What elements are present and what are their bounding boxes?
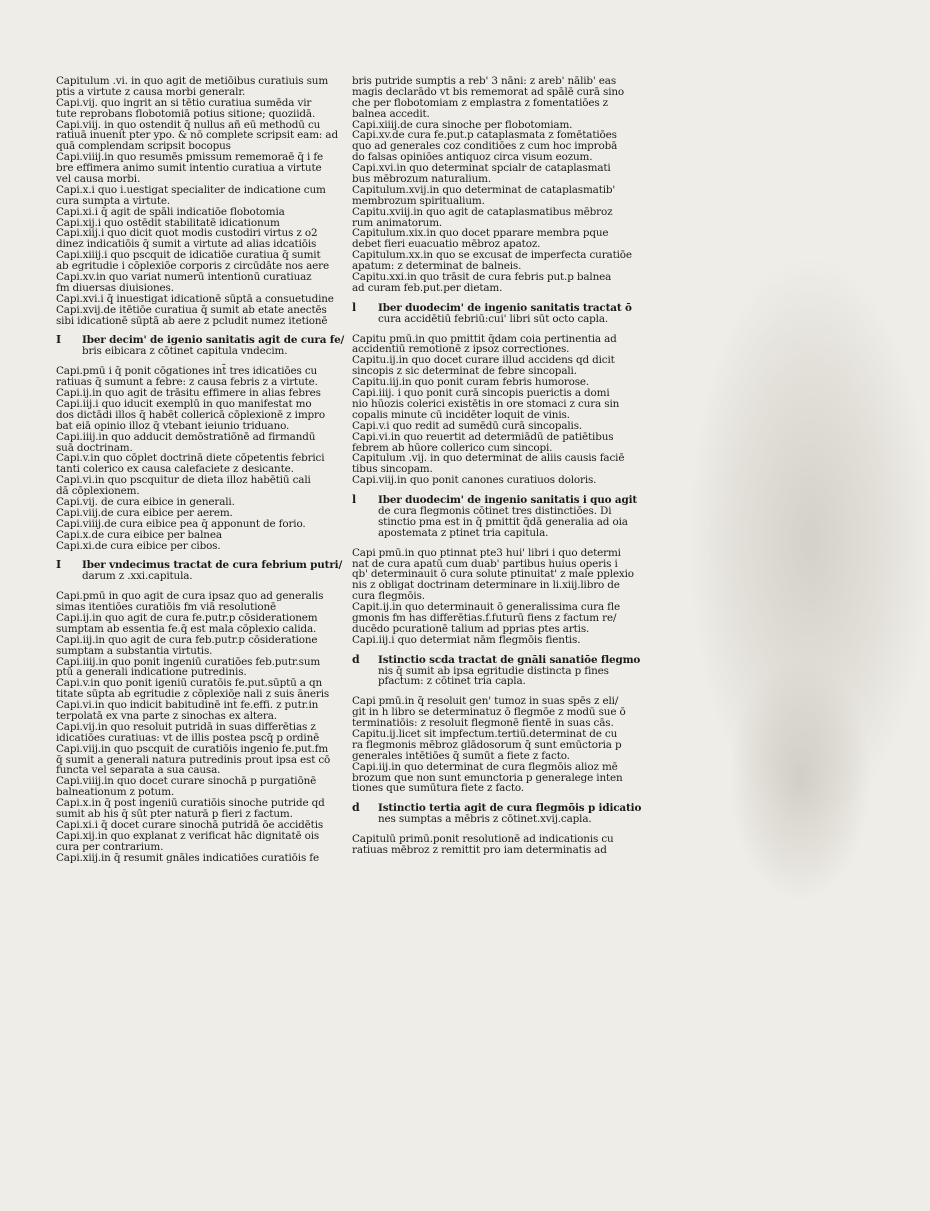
- guide-letter: l: [352, 493, 357, 507]
- text-line: Capi.iij.i quo iducit exemplū in quo manifestat mo: [56, 397, 312, 410]
- heading-line: Istinctio tertia agit de cura flegmōis p idicatio: [378, 802, 642, 815]
- text-line: Capi.ij.in quo agit de cura fe.putr.p cōsiderationem: [56, 611, 318, 624]
- text-line: Capi.xv.de cura fe.put.p cataplasmata z fomētatiōes: [352, 129, 617, 142]
- text-line: Capitu.xviij.in quo agit de cataplasmatibus mēbroz: [352, 205, 613, 218]
- text-line: Capi.viij.in quo ponit canones curatiuos doloris.: [352, 474, 597, 487]
- water-stain: [730, 660, 870, 900]
- text-line: Capi.xi.i q̄ agit de spāli indicatiōe flobotomia: [56, 205, 285, 218]
- right-text-column: [352, 75, 642, 856]
- text-line: Capitu.iij.in quo ponit curam febris humorose.: [352, 376, 590, 389]
- text-line: Capi.iiij.in quo adducit demōstratiōnē ad firmandū: [56, 430, 316, 443]
- text-line: balneationum z potum.: [56, 786, 175, 799]
- text-line: Capitulum.xix.in quo docet pparare membra pque: [352, 227, 609, 240]
- heading-line: nis q̄ sumit ab ipsa egritudie distincta p fines: [378, 664, 609, 677]
- text-line: Capi.vij.in quo resoluit putridā in suas differētias z: [56, 720, 316, 733]
- book-heading: [352, 493, 638, 539]
- text-line: balnea accedit.: [352, 107, 430, 120]
- text-line: Capi.x.in q̄ post ingeniū curatiōis sinoche putride qd: [56, 797, 325, 810]
- text-line: Capi.xvij.de itētiōe curatiua q̄ sumit ab etate anectēs: [56, 303, 327, 316]
- text-line: tibus sincopam.: [352, 463, 433, 476]
- heading-line: Iber duodecim' de ingenio sanitatis i quo agit: [378, 494, 638, 507]
- text-line: ratiuas mēbroz z remittit pro iam determinatis ad: [352, 844, 607, 856]
- text-line: quo ad generales coz conditiōes z cum hoc improbā: [352, 140, 618, 153]
- text-line: terminatiōis: z resoluit flegmonē fientē in suas cās.: [352, 717, 614, 730]
- text-line: Capi.v.in quo ponit igeniū curatōis fe.put.sūptū a qn: [56, 677, 323, 690]
- text-line: Capi.vi.in quo pscquitur de dieta illoz habētiū cali: [56, 474, 311, 487]
- text-line: Capi.xi.i q̄ docet curare sinochā putridā ōe accidētis: [56, 818, 324, 831]
- text-line: ptū a generali indicatione putredinis.: [56, 666, 247, 679]
- heading-line: Istinctio scda tractat de gnāli sanatiōe flegmo: [378, 653, 641, 666]
- text-line: bat eiā opinio illoz q̄ vtebant ieiunio triduano.: [56, 419, 290, 432]
- text-line: vel causa morbi.: [56, 173, 141, 186]
- text-line: ratiuā inuenit pter ypo. & nō complete scripsit eam: ad: [56, 129, 338, 142]
- text-line: Capi.iiij. i quo ponit curā sincopis puerictis a domi: [352, 387, 610, 400]
- text-line: Capi.viij. in quo ostendit q̄ nullus añ eū methodū cu: [56, 118, 321, 131]
- heading-line: stinctio pma est in q̄ pmittit q̄dā generalia ad oia: [378, 515, 628, 528]
- heading-line: bris eibicara z cōtinet capitula vndecim.: [82, 345, 288, 358]
- guide-letter: l: [352, 300, 357, 314]
- text-line: suā doctrinam.: [56, 441, 133, 454]
- heading-line: de cura flegmonis cōtinet tres distinctiōes. Di: [378, 504, 612, 517]
- text-line: Capi.vi.in quo indicit babitudinē int̄ fe.effi. z putr.in: [56, 699, 319, 712]
- text-line: Capi.xiiij.de cura sinoche per flobotomiam.: [352, 118, 573, 131]
- text-line: Capi.xvi.i q̄ inuestigat idicationē sūptā a consuetudine: [56, 292, 334, 305]
- text-line: Capi.xvi.in quo determinat spcialr de cataplasmati: [352, 162, 611, 175]
- text-line: ab egritudie i cōplexiōe corporis z circūdāte nos aere: [56, 260, 329, 273]
- text-line: Capi.iiij.in quo ponit ingeniū curatiōes feb.putr.sum: [56, 655, 321, 668]
- text-line: Capi pmū.in quo ptinnat pte3 hui' libri i quo determi: [352, 546, 621, 559]
- text-line: titate sūpta ab egritudie z cōplexiōe nali z suis āneris: [56, 688, 330, 701]
- text-line: idicatiōes curatiuas: vt de illis postea pscq̄ p ordinē: [56, 731, 320, 744]
- text-line: Capi.iij.in quo agit de cura feb.putr.p cōsideratione: [56, 633, 318, 646]
- text-line: Capi pmū.in q̄ resoluit gen' tumoz in suas spēs z eli/: [352, 695, 619, 708]
- text-line: Capit.ij.in quo determinauit ō generalissima cura fle: [352, 601, 621, 614]
- heading-line: cura accidētiū febriū:cui' libri sūt octo capla.: [378, 312, 609, 325]
- text-line: Capi.iij.in quo determinat de cura flegmōis alioz mē: [352, 760, 618, 773]
- book-heading: [352, 300, 632, 325]
- text-line: rum animatorum.: [352, 216, 443, 229]
- text-line: Capi.pmū i q̄ ponit cōgationes int̄ tres idicatiōes cu: [56, 365, 318, 378]
- text-line: cura per contrarium.: [56, 840, 164, 853]
- text-line: ptis a virtute z causa morbi generalr.: [56, 85, 246, 98]
- text-line: copalis minute cū incidēter loquit de vinis.: [352, 408, 570, 421]
- text-line: Capi.iij.i quo determiat nām flegmōis fientis.: [352, 633, 581, 646]
- text-line: Capi.pmū in quo agit de cura ipsaz quo ad generalis: [56, 590, 324, 603]
- guide-letter: I: [56, 558, 61, 572]
- text-line: quā complendam scripsit bocopus: [56, 140, 231, 153]
- text-line: do falsas opiniōes antiquoz circa visum eozum.: [352, 151, 593, 164]
- text-line: febrem ab hūore collerico cum sincopi.: [352, 441, 553, 454]
- text-line: Capitulum.xvij.in quo determinat de cataplasmatib': [352, 183, 616, 196]
- text-line: Capi.viij.in quo pscquit de curatiōis ingenio fe.put.fm: [56, 742, 329, 755]
- text-line: Capi.xiiij.i quo pscquit de idicatiōe curatiua q̄ sumit: [56, 249, 321, 262]
- text-line: Capitulū primū.ponit resolutionē ad indicationis cu: [352, 833, 614, 846]
- text-line: brozum que non sunt emunctoria p generalege inten: [352, 771, 623, 784]
- text-line: sincopis z sic determinat de febre sincopali.: [352, 365, 577, 378]
- text-line: Capi.xij.i quo ostēdit stabilitatē idicationum: [56, 216, 280, 229]
- text-line: sumptam ab essentia fe.q̄ est mala cōplexio calida.: [56, 622, 317, 635]
- text-line: Capitu.xxi.in quo trāsit de cura febris put.p balnea: [352, 271, 612, 284]
- text-line: Capi.xiij.i quo dicit quot modis custodiri virtus z o2: [56, 227, 318, 240]
- text-line: Capitulum.xx.in quo se excusat de imperfecta curatiōe: [352, 249, 632, 262]
- text-line: cura flegmōis.: [352, 590, 425, 603]
- book-heading: [352, 652, 641, 688]
- text-line: Capi.viiij.in quo docet curare sinochā p purgatiōnē: [56, 775, 317, 788]
- heading-line: apostemata z ptinet tria capitula.: [378, 526, 549, 539]
- text-line: dinez indicatiōis q̄ sumit a virtute ad alias idcatiōis: [56, 238, 317, 251]
- book-heading: [56, 558, 343, 583]
- text-line: Capi.xi.de cura eibice per cibos.: [56, 539, 221, 552]
- text-line: ducēdo pcurationē talium ad pprias ptes artis.: [352, 622, 590, 635]
- heading-line: Iber duodecim' de ingenio sanitatis tractat ō: [378, 301, 632, 314]
- text-line: bre effimera animo sumit intentio curatiua a virtute: [56, 162, 322, 175]
- text-line: Capi.ij.in quo agit de trāsitu effimere in alias febres: [56, 387, 321, 400]
- text-line: magis declarādo vt bis rememorat ad spālē curā sino: [352, 85, 625, 98]
- text-line: fm diuersas diuisiones.: [56, 281, 174, 294]
- heading-line: darum z .xxi.capitula.: [82, 570, 193, 583]
- text-line: Capi.v.i quo redit ad sumēdū curā sincopalis.: [352, 419, 583, 432]
- text-line: sumit ab his q̄ sūt pter naturā p fieri z factum.: [56, 808, 293, 820]
- text-line: Capi.vij. quo ingrit an si tētio curatiua sumēda vir: [56, 96, 312, 109]
- guide-letter: d: [352, 801, 360, 815]
- text-line: qb' determinauit ō cura solute ptinuitat' z male pplexio: [352, 568, 634, 581]
- text-line: dā cōplexionem.: [56, 485, 140, 498]
- text-line: Capitulum .vij. in quo determinat de aliis causis faciē: [352, 452, 625, 465]
- text-line: nio hūozis colerici existētis in ore stomaci z cura sin: [352, 397, 620, 410]
- text-line: Capitu.ij.licet sit impfectum.tertiū.determinat de cu: [352, 727, 618, 740]
- text-line: Capi.x.de cura eibice per balnea: [56, 528, 222, 541]
- heading-line: pfactum: z cōtinet tria capla.: [378, 675, 526, 688]
- text-line: membrozum spiritualium.: [352, 194, 485, 207]
- book-heading: [56, 333, 345, 358]
- text-line: dos dictādi illos q̄ habēt collericā cōplexionē z impro: [56, 408, 325, 421]
- text-line: q̄ sumit a generali natura putredinis prout ipsa est cō: [56, 753, 331, 766]
- text-line: accidentiū remotionē z ipsoz correctiones.: [352, 343, 570, 356]
- text-line: Capi.viiij.de cura eibice pea q̄ apponunt de forio.: [56, 517, 306, 530]
- text-line: Capi.vi.in quo reuertit ad determiādū de patiētibus: [352, 430, 614, 443]
- text-line: Capi.viij.de cura eibice per aerem.: [56, 506, 233, 519]
- text-line: sibi idicationē sūptā ab aere z pcludit numez itetionē: [56, 314, 328, 327]
- guide-letter: I: [56, 333, 61, 347]
- text-line: tute reprobans flobotomiā potius sitione; quoziidā.: [56, 107, 316, 120]
- text-line: Capi.v.in quo cōplet doctrinā diete cōpetentis febrici: [56, 452, 325, 465]
- text-line: ratiuas q̄ sumunt a febre: z causa febris z a virtute.: [56, 376, 318, 389]
- text-line: terpolatā ex vna parte z sinochas ex altera.: [56, 709, 277, 722]
- text-line: gmonis fm has differētias.f.futurū fiens z factum re/: [352, 611, 617, 624]
- text-line: Capi.xv.in quo variat numerū intentionū curatiuaz: [56, 271, 312, 284]
- text-line: Capi.xiij.in q̄ resumit gnāles indicatiōes curatiōis fe: [56, 851, 319, 864]
- text-line: Capi.xij.in quo explanat z verificat hāc dignitatē ois: [56, 829, 320, 842]
- text-line: bris putride sumptis a reb' 3 nāni: z areb' nālib' eas: [352, 75, 617, 87]
- text-line: Capitu pmū.in quo pmittit q̄dam coia pertinentia ad: [352, 332, 617, 345]
- text-line: tanti colerico ex causa calefaciete z desicante.: [56, 463, 294, 476]
- left-text-column: [56, 75, 345, 864]
- text-line: sumptam a substantia virtutis.: [56, 644, 213, 657]
- text-line: nat de cura apatū cum duab' partibus huius operis i: [352, 557, 618, 570]
- text-line: ad curam feb.put.per dietam.: [352, 281, 503, 294]
- text-line: che per flobotomiam z emplastra z fomentatiōes z: [352, 96, 609, 109]
- text-line: functa vel separata a sua causa.: [56, 764, 221, 777]
- text-line: ra flegmonis mēbroz glādosorum q̄ sunt emūctoria p: [352, 738, 622, 751]
- heading-line: nes sumptas a mēbris z cōtinet.xvij.capla.: [378, 813, 592, 826]
- text-line: Capi.x.i quo i.uestigat specialiter de indicatione cum: [56, 183, 326, 196]
- text-line: Capi.viiij.in quo resumēs pmissum rememoraē q̄ i fe: [56, 151, 324, 164]
- text-line: cura sumpta a virtute.: [56, 194, 171, 207]
- heading-line: Iber vndecimus tractat de cura febrium putri/: [82, 559, 343, 572]
- book-heading: [352, 801, 642, 826]
- text-line: simas itentiōes curatiōis fm viā resolutionē: [56, 601, 277, 614]
- text-line: git in h libro se determinatuz ō flegmōe z modū sue ō: [352, 706, 626, 719]
- text-line: debet fieri euacuatio mēbroz apatoz.: [352, 238, 541, 251]
- text-line: bus mēbrozum naturalium.: [352, 173, 491, 186]
- guide-letter: d: [352, 652, 360, 666]
- text-line: generales intētiōes q̄ sumūt a fiete z facto.: [352, 749, 570, 762]
- text-line: Capitulum .vi. in quo agit de metiōibus curatiuis sum: [56, 75, 329, 87]
- text-line: Capi.vij. de cura eibice in generali.: [56, 495, 235, 508]
- text-line: nis z obligat doctrinam determinare in li.xiij.libro de: [352, 579, 620, 592]
- text-line: Capitu.ij.in quo docet curare illud accidens qd dicit: [352, 354, 615, 367]
- text-line: tiones que sumūtura fiete z facto.: [352, 782, 524, 795]
- text-line: apatum: z determinat de balneis.: [352, 260, 522, 273]
- heading-line: Iber decim' de igenio sanitatis agit de cura fe/: [82, 334, 345, 347]
